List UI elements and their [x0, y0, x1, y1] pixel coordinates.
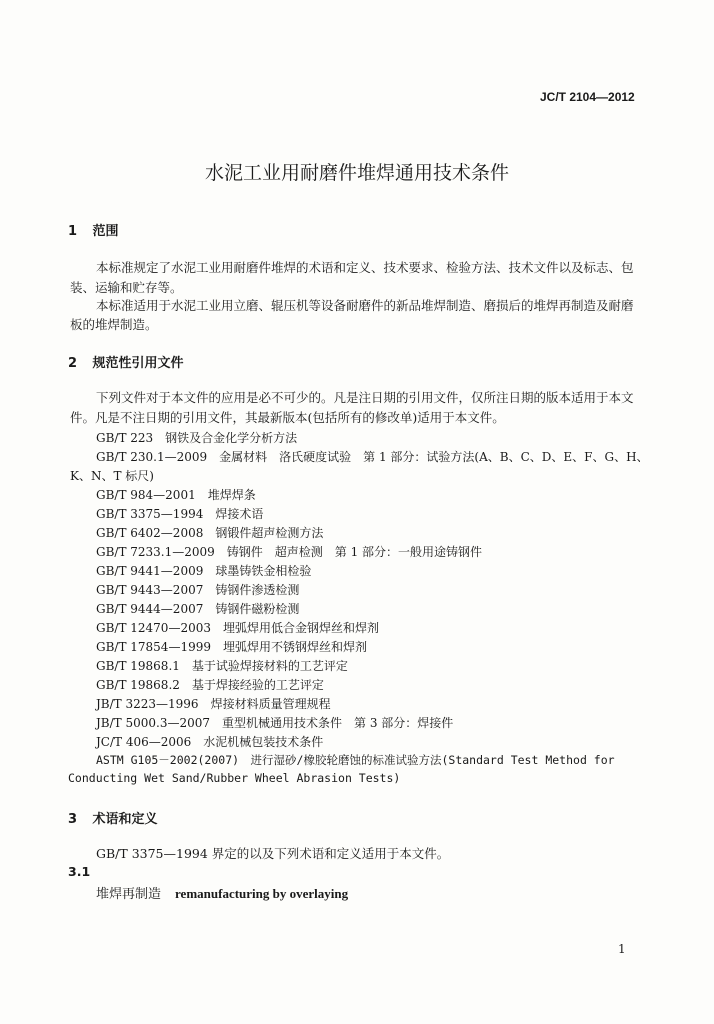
reference-item: GB/T 230.1—2009 金属材料 洛氏硬度试验 第 1 部分：试验方法(A、B、C、D、E、F、G、H、 — [96, 450, 649, 464]
section-1-heading — [68, 220, 119, 239]
section-number: 3 — [68, 812, 78, 827]
refs-intro-line-2: 件。凡是不注日期的引用文件，其最新版本(包括所有的修改单)适用于本文件。 — [70, 410, 505, 425]
section-title: 范围 — [92, 224, 119, 239]
reference-item: JB/T 3223—1996 焊接材料质量管理规程 — [96, 697, 331, 711]
reference-item: GB/T 19868.1 基于试验焊接材料的工艺评定 — [96, 659, 348, 673]
reference-item: GB/T 7233.1—2009 铸钢件 超声检测 第 1 部分：一般用途铸钢件 — [96, 545, 483, 559]
term-number: 3.1 — [68, 864, 91, 879]
reference-item: GB/T 6402—2008 钢锻件超声检测方法 — [96, 526, 324, 540]
reference-item: GB/T 223 钢铁及合金化学分析方法 — [96, 431, 298, 445]
page-number: 1 — [618, 942, 626, 956]
standard-code: JC/T 2104—2012 — [540, 90, 635, 104]
section-number: 2 — [68, 356, 78, 371]
reference-item: GB/T 9441—2009 球墨铸铁金相检验 — [96, 564, 312, 578]
reference-item: JC/T 406—2006 水泥机械包装技术条件 — [96, 735, 324, 749]
refs-intro-line-1: 下列文件对于本文件的应用是必不可少的。凡是注日期的引用文件，仅所注日期的版本适用于本文 — [96, 390, 634, 405]
reference-item-continuation: K、N、T 标尺) — [70, 469, 154, 483]
terms-intro: GB/T 3375—1994 界定的以及下列术语和定义适用于本文件。 — [96, 846, 450, 861]
reference-item: GB/T 9443—2007 铸钢件渗透检测 — [96, 583, 300, 597]
reference-item: GB/T 3375—1994 焊接术语 — [96, 507, 264, 521]
section-3-heading — [68, 808, 158, 827]
term-english: remanufacturing by overlaying — [175, 886, 349, 901]
reference-item: GB/T 19868.2 基于焊接经验的工艺评定 — [96, 678, 324, 692]
reference-item: JB/T 5000.3—2007 重型机械通用技术条件 第 3 部分：焊接件 — [96, 716, 454, 730]
section-title: 术语和定义 — [92, 812, 158, 827]
astm-reference-line-2: Conducting Wet Sand/Rubber Wheel Abrasion Tests) — [68, 771, 401, 785]
reference-item: GB/T 12470—2003 埋弧焊用低合金钢焊丝和焊剂 — [96, 621, 379, 635]
section-2-heading — [68, 352, 184, 371]
scope-paragraph-1-line-2: 装、运输和贮存等。 — [70, 280, 183, 295]
scope-paragraph-1-line-1: 本标准规定了水泥工业用耐磨件堆焊的术语和定义、技术要求、检验方法、技术文件以及标志、包 — [96, 260, 634, 275]
section-title: 规范性引用文件 — [92, 356, 184, 371]
scope-paragraph-2-line-2: 板的堆焊制造。 — [70, 317, 158, 332]
reference-item: GB/T 9444—2007 铸钢件磁粉检测 — [96, 602, 300, 616]
term-entry — [96, 883, 348, 902]
term-chinese: 堆焊再制造 — [96, 887, 162, 902]
reference-item: GB/T 984—2001 堆焊焊条 — [96, 488, 256, 502]
reference-item: GB/T 17854—1999 埋弧焊用不锈钢焊丝和焊剂 — [96, 640, 367, 654]
astm-reference-line-1: ASTM G105－2002(2007) 进行湿砂/橡胶轮磨蚀的标准试验方法(Standard Test Method for — [96, 753, 615, 767]
section-number: 1 — [68, 224, 78, 239]
document-title: 水泥工业用耐磨件堆焊通用技术条件 — [204, 162, 509, 184]
scope-paragraph-2-line-1: 本标准适用于水泥工业用立磨、辊压机等设备耐磨件的新品堆焊制造、磨损后的堆焊再制造及耐磨 — [96, 298, 634, 313]
